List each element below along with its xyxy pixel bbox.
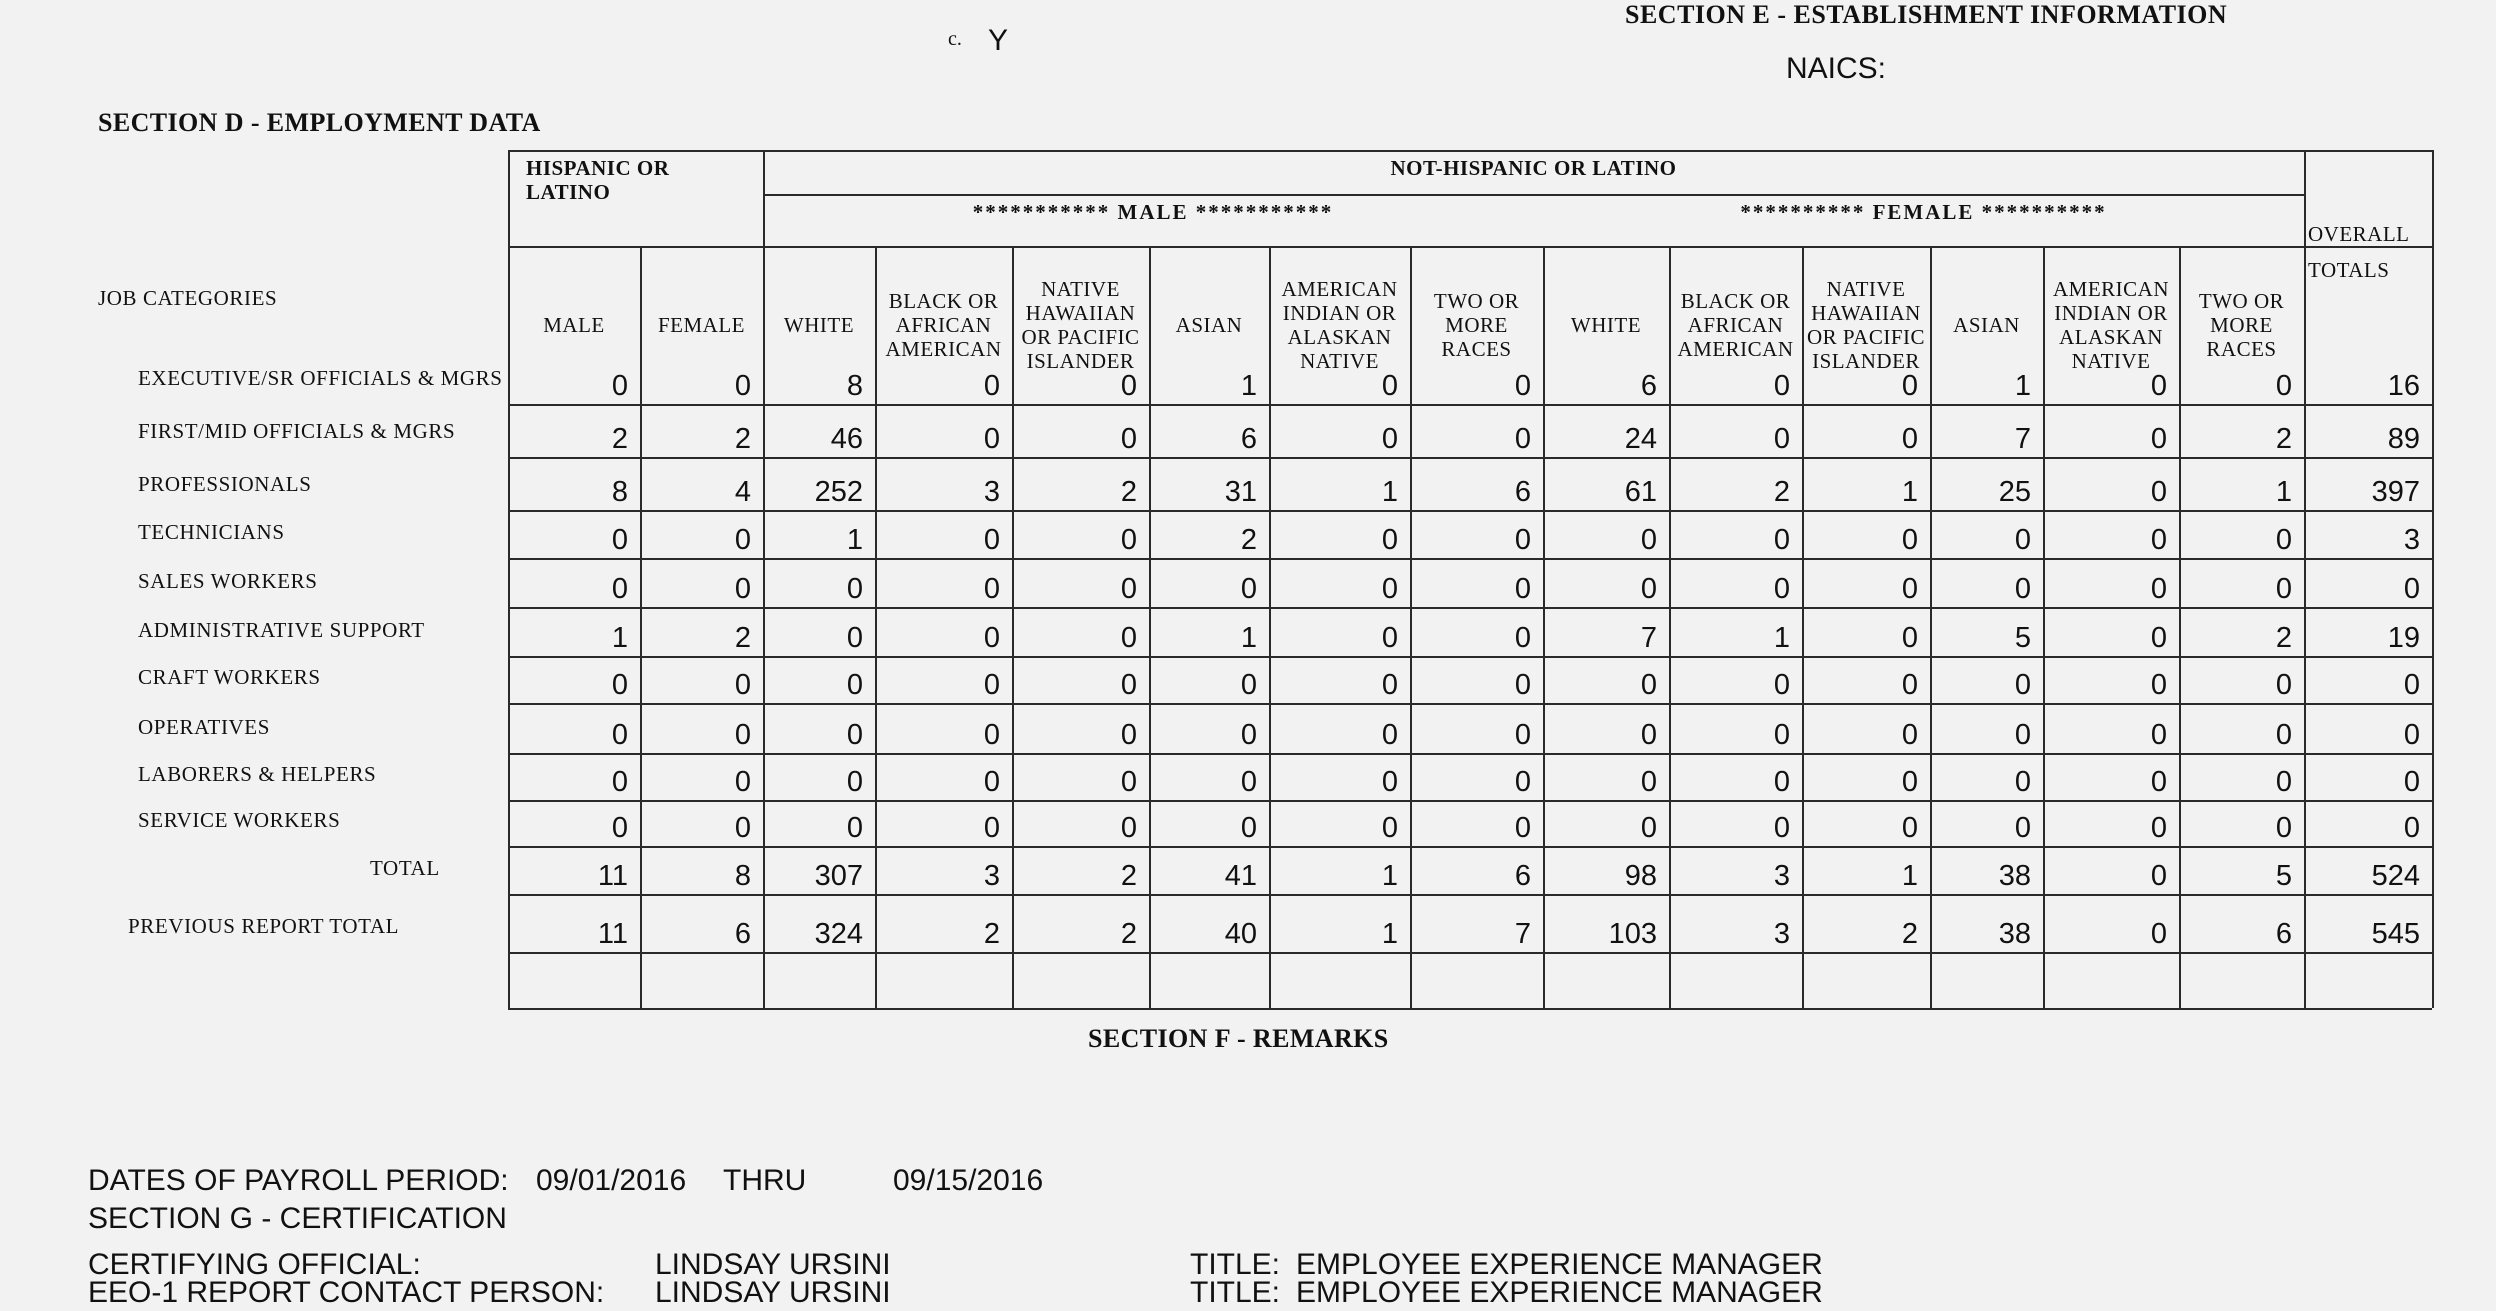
payroll-start-date: 09/01/2016 (536, 1164, 687, 1197)
table-cell: 0 (2275, 719, 2292, 751)
column-header: BLACK OR AFRICAN AMERICAN (1677, 289, 1794, 361)
row-label: OPERATIVES (138, 715, 271, 739)
table-cell: 0 (846, 812, 863, 844)
table-cell: 3 (983, 860, 1000, 892)
certifying-official-label: CERTIFYING OFFICIAL: (88, 1248, 421, 1281)
contact-person-label: EEO-1 REPORT CONTACT PERSON: (88, 1276, 605, 1309)
table-cell: 7 (1640, 622, 1657, 654)
table-cell: 0 (1773, 423, 1790, 455)
row-divider (508, 607, 2432, 609)
table-cell: 0 (2275, 524, 2292, 556)
row-divider (508, 404, 2432, 406)
table-cell: 0 (1381, 669, 1398, 701)
table-cell: 0 (734, 766, 751, 798)
row-label: ADMINISTRATIVE SUPPORT (138, 618, 425, 642)
table-cell: 0 (1381, 719, 1398, 751)
table-cell: 5 (2014, 622, 2031, 654)
table-cell: 0 (734, 812, 751, 844)
table-cell: 0 (983, 812, 1000, 844)
column-header: NATIVE HAWAIIAN OR PACIFIC ISLANDER (1806, 277, 1926, 373)
not-hispanic-header: NOT-HISPANIC OR LATINO (1390, 156, 1677, 180)
table-cell: 103 (1608, 918, 1657, 950)
table-cell: 11 (597, 860, 628, 892)
table-cell: 397 (2371, 476, 2420, 508)
table-cell: 0 (1901, 669, 1918, 701)
table-cell: 31 (1224, 476, 1257, 508)
table-cell: 0 (1240, 573, 1257, 605)
table-top-border (508, 150, 2432, 152)
table-cell: 0 (1773, 524, 1790, 556)
table-cell: 0 (611, 719, 628, 751)
table-cell: 0 (1773, 370, 1790, 402)
c-label: c. (948, 28, 962, 50)
table-cell: 2 (1120, 918, 1137, 950)
table-cell: 0 (1640, 669, 1657, 701)
table-cell: 524 (2371, 860, 2420, 892)
table-cell: 1 (2014, 370, 2031, 402)
table-cell: 0 (1773, 719, 1790, 751)
certifying-official-name: LINDSAY URSINI (655, 1248, 891, 1281)
table-cell: 0 (1240, 719, 1257, 751)
table-cell: 0 (1773, 573, 1790, 605)
row-divider (508, 510, 2432, 512)
table-cell: 0 (983, 370, 1000, 402)
table-cell: 6 (1514, 476, 1531, 508)
table-cell: 0 (2014, 573, 2031, 605)
table-cell: 0 (734, 370, 751, 402)
table-cell: 0 (1640, 524, 1657, 556)
table-cell: 0 (1514, 669, 1531, 701)
table-cell: 0 (1514, 719, 1531, 751)
section-d-title: SECTION D - EMPLOYMENT DATA (98, 108, 541, 137)
table-cell: 19 (2387, 622, 2420, 654)
table-cell: 0 (611, 524, 628, 556)
table-cell: 0 (1514, 622, 1531, 654)
overall-totals-header: OVERALL TOTALS (2308, 222, 2409, 282)
table-cell: 0 (2150, 766, 2167, 798)
table-cell: 40 (1224, 918, 1257, 950)
table-cell: 0 (1381, 573, 1398, 605)
table-cell: 0 (1901, 719, 1918, 751)
row-label: FIRST/MID OFFICIALS & MGRS (138, 419, 456, 443)
table-cell: 0 (2275, 812, 2292, 844)
table-cell: 0 (2275, 766, 2292, 798)
table-cell: 2 (611, 423, 628, 455)
table-cell: 0 (2403, 812, 2420, 844)
table-cell: 0 (2403, 669, 2420, 701)
female-group-header: ********** FEMALE ********** (1740, 200, 2107, 224)
column-divider (2432, 150, 2434, 1008)
table-cell: 1 (1240, 370, 1257, 402)
table-cell: 8 (846, 370, 863, 402)
table-cell: 11 (597, 918, 628, 950)
table-cell: 0 (1773, 669, 1790, 701)
table-cell: 1 (846, 524, 863, 556)
certifying-title-label: TITLE: (1190, 1248, 1281, 1281)
row-divider (508, 894, 2432, 896)
table-cell: 0 (2014, 766, 2031, 798)
column-header: FEMALE (658, 313, 745, 337)
row-label: SERVICE WORKERS (138, 808, 341, 832)
row-divider (508, 952, 2432, 954)
column-header: WHITE (783, 313, 855, 337)
table-cell: 0 (2150, 370, 2167, 402)
table-cell: 0 (1640, 766, 1657, 798)
row-divider (508, 846, 2432, 848)
table-cell: 252 (814, 476, 863, 508)
table-cell: 0 (2275, 669, 2292, 701)
table-cell: 0 (1901, 812, 1918, 844)
table-cell: 16 (2387, 370, 2420, 402)
table-cell: 1 (1773, 622, 1790, 654)
table-cell: 2 (734, 423, 751, 455)
table-cell: 0 (1120, 766, 1137, 798)
row-label: LABORERS & HELPERS (138, 762, 377, 786)
row-divider (508, 800, 2432, 802)
table-cell: 0 (1901, 766, 1918, 798)
table-cell: 8 (734, 860, 751, 892)
table-cell: 0 (611, 573, 628, 605)
table-cell: 0 (734, 669, 751, 701)
table-cell: 0 (1120, 423, 1137, 455)
row-divider (508, 1008, 2432, 1010)
contact-title: EMPLOYEE EXPERIENCE MANAGER (1296, 1276, 1823, 1309)
table-cell: 38 (1998, 918, 2031, 950)
table-cell: 3 (1773, 918, 1790, 950)
table-cell: 0 (1240, 766, 1257, 798)
table-cell: 0 (1120, 573, 1137, 605)
section-e-title: SECTION E - ESTABLISHMENT INFORMATION (1625, 0, 2228, 29)
table-cell: 24 (1624, 423, 1657, 455)
table-cell: 0 (983, 766, 1000, 798)
table-cell: 0 (1640, 719, 1657, 751)
section-f-title: SECTION F - REMARKS (1088, 1024, 1389, 1053)
table-cell: 0 (2014, 669, 2031, 701)
table-cell: 0 (1514, 370, 1531, 402)
table-cell: 89 (2387, 423, 2420, 455)
table-cell: 1 (1381, 476, 1398, 508)
table-cell: 1 (1381, 918, 1398, 950)
table-cell: 0 (1120, 370, 1137, 402)
table-cell: 0 (846, 766, 863, 798)
table-cell: 0 (2403, 573, 2420, 605)
naics-label: NAICS: (1786, 52, 1887, 85)
column-header: NATIVE HAWAIIAN OR PACIFIC ISLANDER (1021, 277, 1140, 373)
table-cell: 0 (983, 573, 1000, 605)
table-cell: 2 (2275, 423, 2292, 455)
table-cell: 0 (1381, 524, 1398, 556)
table-cell: 41 (1224, 860, 1257, 892)
table-cell: 0 (1901, 370, 1918, 402)
table-cell: 0 (846, 669, 863, 701)
table-cell: 0 (2014, 812, 2031, 844)
table-cell: 1 (1240, 622, 1257, 654)
table-cell: 1 (1901, 476, 1918, 508)
table-cell: 61 (1624, 476, 1657, 508)
row-divider (508, 703, 2432, 705)
table-cell: 3 (2403, 524, 2420, 556)
column-header: TWO OR MORE RACES (1433, 289, 1520, 361)
table-cell: 0 (2150, 423, 2167, 455)
table-cell: 6 (2275, 918, 2292, 950)
table-cell: 7 (2014, 423, 2031, 455)
table-cell: 0 (983, 719, 1000, 751)
table-cell: 2 (1120, 860, 1137, 892)
table-cell: 2 (983, 918, 1000, 950)
table-cell: 6 (1514, 860, 1531, 892)
column-header: AMERICAN INDIAN OR ALASKAN NATIVE (2052, 277, 2169, 373)
table-cell: 0 (846, 573, 863, 605)
payroll-thru: THRU (723, 1164, 807, 1197)
table-cell: 8 (611, 476, 628, 508)
table-cell: 0 (2403, 719, 2420, 751)
table-cell: 1 (1381, 860, 1398, 892)
table-cell: 6 (1240, 423, 1257, 455)
table-cell: 0 (2150, 719, 2167, 751)
table-cell: 46 (830, 423, 863, 455)
table-cell: 0 (1120, 622, 1137, 654)
hispanic-header: HISPANIC OR LATINO (526, 156, 670, 204)
table-cell: 0 (1381, 423, 1398, 455)
table-cell: 0 (2150, 860, 2167, 892)
table-cell: 4 (734, 476, 751, 508)
payroll-label: DATES OF PAYROLL PERIOD: (88, 1164, 509, 1197)
table-cell: 0 (734, 524, 751, 556)
c-value: Y (988, 24, 1009, 57)
table-cell: 7 (1514, 918, 1531, 950)
table-cell: 0 (1381, 370, 1398, 402)
row-label: SALES WORKERS (138, 569, 318, 593)
table-cell: 2 (2275, 622, 2292, 654)
column-header: ASIAN (1175, 313, 1243, 337)
table-cell: 545 (2371, 918, 2420, 950)
contact-person-name: LINDSAY URSINI (655, 1276, 891, 1309)
table-cell: 2 (1240, 524, 1257, 556)
table-cell: 2 (734, 622, 751, 654)
table-cell: 6 (734, 918, 751, 950)
table-cell: 0 (1640, 573, 1657, 605)
section-g-title: SECTION G - CERTIFICATION (88, 1202, 507, 1235)
table-cell: 0 (611, 370, 628, 402)
table-cell: 0 (1901, 423, 1918, 455)
table-cell: 0 (734, 719, 751, 751)
row-label: CRAFT WORKERS (138, 665, 321, 689)
row-label: EXECUTIVE/SR OFFICIALS & MGRS (138, 366, 503, 390)
row-label: PREVIOUS REPORT TOTAL (128, 914, 400, 938)
table-cell: 0 (1514, 766, 1531, 798)
table-cell: 0 (611, 669, 628, 701)
table-cell: 0 (2014, 719, 2031, 751)
column-header: BLACK OR AFRICAN AMERICAN (885, 289, 1002, 361)
table-cell: 307 (814, 860, 863, 892)
table-cell: 0 (1381, 622, 1398, 654)
table-cell: 0 (1901, 524, 1918, 556)
table-cell: 3 (983, 476, 1000, 508)
table-cell: 0 (983, 669, 1000, 701)
certifying-title: EMPLOYEE EXPERIENCE MANAGER (1296, 1248, 1823, 1281)
male-group-header: *********** MALE *********** (972, 200, 1334, 224)
table-cell: 0 (1381, 766, 1398, 798)
column-header: MALE (543, 313, 605, 337)
gender-group-divider (763, 194, 2304, 196)
table-cell: 0 (611, 812, 628, 844)
column-header: AMERICAN INDIAN OR ALASKAN NATIVE (1281, 277, 1398, 373)
table-cell: 0 (734, 573, 751, 605)
table-cell: 0 (983, 524, 1000, 556)
table-cell: 0 (1120, 669, 1137, 701)
table-cell: 1 (2275, 476, 2292, 508)
table-cell: 0 (846, 622, 863, 654)
table-cell: 0 (1120, 812, 1137, 844)
table-cell: 6 (1640, 370, 1657, 402)
column-header: TWO OR MORE RACES (2198, 289, 2285, 361)
table-cell: 0 (2150, 669, 2167, 701)
table-cell: 0 (1240, 669, 1257, 701)
table-cell: 0 (2275, 573, 2292, 605)
table-cell: 1 (1901, 860, 1918, 892)
table-cell: 0 (2014, 524, 2031, 556)
table-cell: 0 (2150, 622, 2167, 654)
table-cell: 324 (814, 918, 863, 950)
row-divider (508, 753, 2432, 755)
table-cell: 98 (1624, 860, 1657, 892)
job-categories-label: JOB CATEGORIES (98, 286, 278, 310)
row-divider (508, 656, 2432, 658)
row-label: PROFESSIONALS (138, 472, 312, 496)
table-cell: 25 (1998, 476, 2031, 508)
table-cell: 0 (611, 766, 628, 798)
table-cell: 0 (2150, 476, 2167, 508)
table-cell: 3 (1773, 860, 1790, 892)
table-cell: 0 (846, 719, 863, 751)
table-cell: 38 (1998, 860, 2031, 892)
table-cell: 0 (1514, 573, 1531, 605)
table-cell: 2 (1773, 476, 1790, 508)
table-cell: 0 (983, 622, 1000, 654)
table-cell: 0 (2150, 524, 2167, 556)
table-cell: 0 (1514, 812, 1531, 844)
table-cell: 0 (1773, 766, 1790, 798)
contact-title-label: TITLE: (1190, 1276, 1281, 1309)
table-cell: 0 (2150, 812, 2167, 844)
row-label: TOTAL (370, 856, 440, 880)
table-cell: 2 (1120, 476, 1137, 508)
row-divider (508, 457, 2432, 459)
table-cell: 0 (2150, 573, 2167, 605)
table-cell: 0 (1120, 719, 1137, 751)
row-divider (508, 558, 2432, 560)
column-header: ASIAN (1953, 313, 2020, 337)
table-cell: 0 (1381, 812, 1398, 844)
column-header: WHITE (1570, 313, 1642, 337)
table-cell: 0 (1514, 423, 1531, 455)
table-cell: 0 (1901, 622, 1918, 654)
table-cell: 0 (2403, 766, 2420, 798)
table-cell: 0 (2275, 370, 2292, 402)
row-label: TECHNICIANS (138, 520, 285, 544)
table-cell: 0 (1514, 524, 1531, 556)
table-cell: 0 (2150, 918, 2167, 950)
table-cell: 0 (983, 423, 1000, 455)
table-cell: 0 (1240, 812, 1257, 844)
table-cell: 2 (1901, 918, 1918, 950)
table-cell: 0 (1120, 524, 1137, 556)
table-cell: 0 (1901, 573, 1918, 605)
table-cell: 0 (1640, 812, 1657, 844)
table-cell: 5 (2275, 860, 2292, 892)
table-cell: 0 (1773, 812, 1790, 844)
table-cell: 1 (611, 622, 628, 654)
payroll-end-date: 09/15/2016 (893, 1164, 1044, 1197)
